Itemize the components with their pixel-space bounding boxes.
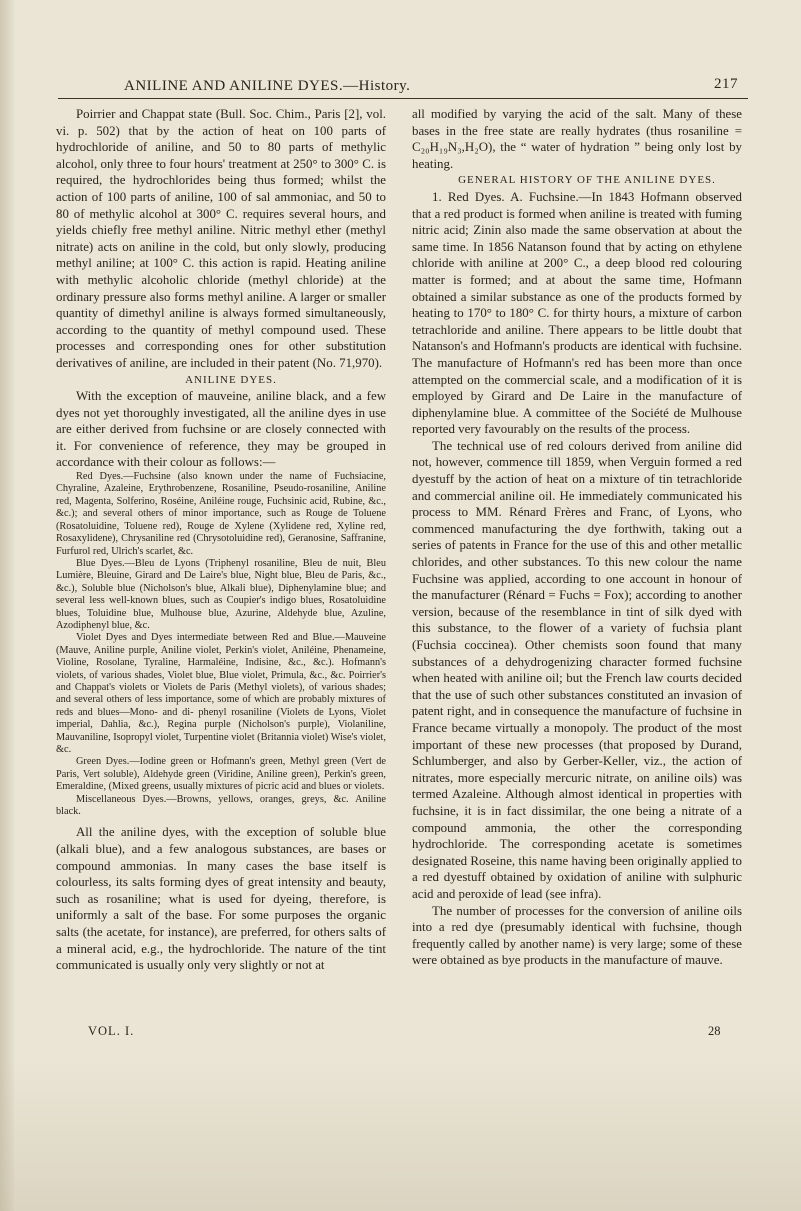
dye-list-red: Red Dyes.—Fuchsine (also known under the name of Fuchsiacine, Chyraline, Azaleine, Erythrobenzene, Rosaniline, Pseudo-rosaniline, Aniline red, Magenta, Solferino, Roséine, Aniléine rouge, Fuchsinic acid, Rubine, &c., &c.); and several others of minor importance, such as Rouge de Toluene (Rosatoluidine, Toluene red), Rouge de Xylene (Xylidene red, Xyline red, Rosaxylidene), Chrysaniline red (Chrysotoluidine red), Geranosine, Saffranine, Furfurol red, Ulrich's scarlet, &c. [56, 471, 386, 557]
dye-list-violet: Violet Dyes and Dyes intermediate between Red and Blue.—Mauveine (Mauve, Aniline purple, Aniline violet, Perkin's violet, Aniléine, Phenameine, Violine, Rosolane, Tyraline, Harmaléine, Indisine, &c., &c.). Hofmann's violets, of various shades, Violet blue, Blue violet, Primula, &c., &c. Poirrier's and Chappat's violets or Violets de Paris (Methyl violets), of various shades; and several others of less importance, some of which are probably mixtures of reds and blues—Mono- and di- phenyl rosaniline (Violets de Lyons, Violet imperial, Dahlia, &c.), Regina purple (Nicholson's purple), Violaniline, Mauvaniline, Isopropyl violet, Turpentine violet (Britannia violet) Wise's violet, &c. [56, 632, 386, 755]
section-heading: GENERAL HISTORY OF THE ANILINE DYES. [458, 174, 716, 187]
header-rule [58, 98, 748, 99]
paragraph: All the aniline dyes, with the exception of soluble blue (alkali blue), and a few analogous substances, are bases or compound ammonias. In many cases the base itself is colourless, its salts forming dyes of great intensity and beauty, such as rosaniline; what is used for dyeing, therefore, is uniformly a salt of the base. For some purposes the organic salts (the acetate, for instance), are preferred, for others salts of a mineral acid, e.g., the hydrochloride. The nature of the tint communicated is usually only very slightly or not at [56, 825, 386, 973]
paragraph: 1. Red Dyes. A. Fuchsine.—In 1843 Hofmann observed that a red product is formed when aniline is treated with fuming nitric acid; Zinin also made the same observation at about the same time. In 1856 Natanson found that by acting on ethylene chloride with aniline at 200° C., a deep blood red colouring matter is formed; and at about the same time, Hofmann obtained a similar substance as one of the products formed by heating to 170° to 180° C. for thirty hours, a mixture of carbon tetrachloride and aniline. There appears to be little doubt that Natanson's and Hofmann's products are identical with fuchsine. The manufacture of Hofmann's red has been more than once attempted on the commercial scale, and a modification of it is employed by Girard and De Laire in the manufacture of diphenylamine blue. A committee of the Société de Mulhouse reported very favourably on the results of the process. [412, 189, 742, 437]
running-head-title: ANILINE AND ANILINE DYES.—History. [124, 78, 411, 94]
left-column [56, 106, 386, 974]
dye-list-blue: Blue Dyes.—Bleu de Lyons (Triphenyl rosaniline, Bleu de nuit, Bleu Lumière, Bleuine, Girard and De Laire's blue, Night blue, Bleu de Paris, &c., &c.), Soluble blue (Nicholson's blue, Alkali blue), Diphenylamine blue; and several less well-known blues, such as Coupier's indigo blues, Rosatoluidine blues, Toluidine blue, Mulhouse blue, Azurine, Aldehyde blue, Azuline, Azodiphenyl blue, &c. [56, 557, 386, 631]
paragraph: Poirrier and Chappat state (Bull. Soc. Chim., Paris [2], vol. vi. p. 502) that by the action of heat on 100 parts of hydrochloride of aniline, and 50 to 80 parts of methylic alcohol, only three to four hours' treatment at 250° to 300° C. is required, the hydrochlorides being thus formed; whilst the action of 100 parts of aniline, 100 of sal ammoniac, and 50 to 80 of methylic alcohol at 300° C. requires several hours, and yields chiefly free methyl aniline. Nitric methyl ether (methyl nitrate) acts on aniline in the cold, but only slowly, producing methyl aniline; at 100° C. this action is rapid. Heating aniline with methylic alcoholic chloride (methyl chloride) at the ordinary pressure also forms methyl aniline. A larger or smaller quantity of dimethyl aniline is always formed simultaneously, according to the quantity of methyl compound used. These processes and corresponding ones for other substitution derivatives of aniline, are included in their patent (No. 71,970). [56, 107, 386, 370]
right-column [412, 106, 742, 969]
page-gutter-edge [0, 0, 14, 1211]
section-heading: ANILINE DYES. [185, 373, 277, 386]
page-bottom-shadow [0, 1060, 801, 1211]
dye-list-green: Green Dyes.—Iodine green or Hofmann's green, Methyl green (Vert de Paris, Vert soluble), Aldehyde green (Viridine, Aniline green), Perkin's green, Emeraldine, (Mixed greens, usually mixtures of picric acid and blues or violets. [56, 756, 386, 793]
paragraph: The technical use of red colours derived from aniline did not, however, commence till 1859, when Verguin formed a red dyestuff by the action of heat on a mixture of tin tetrachloride and commercial aniline oil. He immediately communicated his process to MM. Rénard Frères and Franc, of Lyons, who commenced manufacturing the dye forthwith, taking out a series of patents in France for the use of this and other metallic chlorides, and other substances. To this new colour the name Fuchsine was applied, according to one account in honour of the manufacturer (Rénard = Fuchs = Fox); according to another version, because of the resemblance in tint of silk dyed with this substance, to the flower of a variety of fuchsia plant (Fuchsia coccinea). Other chemists soon found that many substances of a dehydrogenizing character formed fuchsine when heated with aniline oil; but the French law courts decided that the use of such other substances constituted an invasion of patent right, and in consequence the manufacture of fuchsine in France became virtually a monopoly. The product of the most important of these new processes (that proposed by Durand, Schlumberger, and also by Gerber-Keller, viz., the action of nitrates, more especially mercuric nitrate, on aniline oils) was termed Azaleine. Although almost identical in properties with fuchsine, it is in fact dissimilar, the one being a nitrate of a compound ammonia, the other the corresponding hydrochloride. The corresponding acetate is sometimes designated Roseine, this name having been originally applied to a red dyestuff obtained by oxidation of aniline with sulphuric acid and peroxide of lead (see infra). [412, 438, 742, 901]
paragraph: With the exception of mauveine, aniline black, and a few dyes not yet thoroughly investigated, all the aniline dyes in use are either derived from fuchsine or are closely connected with it. For convenience of reference, they may be grouped in accordance with their colour as follows:— [56, 389, 386, 470]
running-head [60, 76, 746, 98]
gathering-signature: 28 [708, 1024, 721, 1038]
dye-list-misc: Miscellaneous Dyes.—Browns, yellows, oranges, greys, &c. Aniline black. [56, 793, 386, 818]
paragraph: The number of processes for the conversion of aniline oils into a red dye (presumably identical with fuchsine, though frequently called by another name) is very large; some of these were obtained as bye products in the manufacture of mauve. [412, 903, 742, 968]
page-number: 217 [714, 76, 738, 92]
paragraph: all modified by varying the acid of the salt. Many of these bases in the free state are really hydrates (thus rosaniline = C₂₀H₁₉N₃,H₂O), the “ water of hydration ” being only lost by heating. [412, 107, 742, 171]
volume-signature: VOL. I. [88, 1024, 135, 1038]
